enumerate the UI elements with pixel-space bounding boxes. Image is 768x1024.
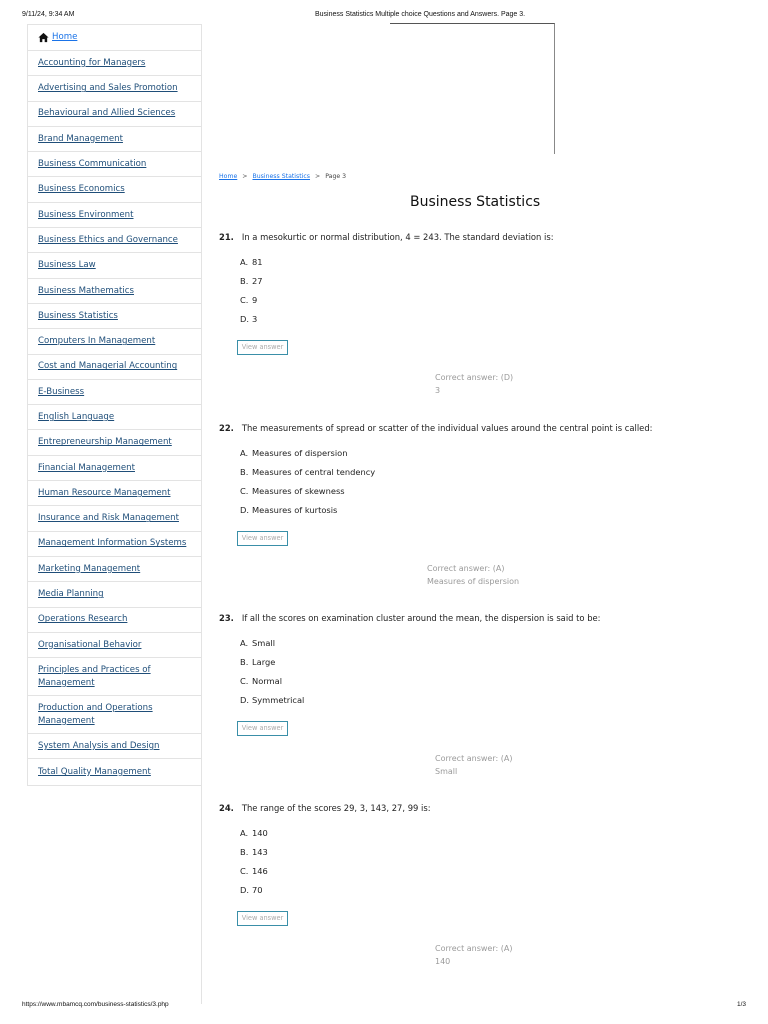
sidebar-item-label: Financial Management [38, 462, 135, 473]
option-d: D. Symmetrical [240, 695, 305, 705]
sidebar-item-label: Total Quality Management [38, 766, 151, 777]
option-list [240, 448, 759, 524]
sidebar-item[interactable] [28, 608, 201, 633]
sidebar-item-label: Computers In Management [38, 336, 156, 347]
sidebar-item[interactable] [28, 582, 201, 607]
sidebar-item-label: Brand Management [38, 133, 123, 144]
question-prompt: The measurements of spread or scatter of the individual values around the central point is called: [241, 423, 653, 433]
print-datetime: 9/11/24, 9:34 AM [22, 11, 75, 18]
sidebar-item[interactable] [28, 51, 201, 76]
question-number: 22. [219, 423, 234, 433]
question-prompt: If all the scores on examination cluster around the mean, the dispersion is said to be: [241, 613, 601, 623]
sidebar-item-label: Organisational Behavior [38, 639, 142, 650]
sidebar-item-label: Advertising and Sales Promotion [38, 83, 178, 94]
option-b: B. 27 [240, 276, 263, 286]
option-a: A. Measures of dispersion [240, 448, 348, 458]
option-c: C. 9 [240, 295, 258, 305]
sidebar-item[interactable] [28, 203, 201, 228]
question-22 [219, 423, 759, 593]
sidebar-item-label: Production and Operations Management [38, 703, 153, 726]
option-b: B. Large [240, 657, 276, 667]
question-number: 24. [219, 803, 234, 813]
breadcrumb-separator: > [315, 173, 321, 180]
option-c: C. Normal [240, 676, 283, 686]
sidebar-item[interactable] [28, 633, 201, 658]
sidebar-item-label: Management Information Systems [38, 538, 187, 549]
view-answer-button[interactable]: View answer [237, 340, 288, 355]
option-list [240, 638, 759, 714]
sidebar-item[interactable] [28, 253, 201, 278]
sidebar-item[interactable] [28, 696, 201, 734]
question-number: 21. [219, 232, 234, 242]
question-prompt: In a mesokurtic or normal distribution, 4 = 243. The standard deviation is: [241, 232, 554, 242]
print-header [22, 11, 746, 23]
sidebar-item[interactable] [28, 456, 201, 481]
sidebar-item-label: Entrepreneurship Management [38, 437, 172, 448]
option-list [240, 828, 759, 904]
question-text [219, 613, 759, 623]
question-prompt: The range of the scores 29, 3, 143, 27, 99 is: [241, 803, 431, 813]
question-21 [219, 232, 759, 402]
option-d: D. Measures of kurtosis [240, 505, 338, 515]
sidebar-item-label: Cost and Managerial Accounting [38, 361, 178, 372]
sidebar-item[interactable] [28, 506, 201, 531]
sidebar-item[interactable] [28, 127, 201, 152]
question-24 [219, 803, 759, 973]
option-b: B. Measures of central tendency [240, 467, 376, 477]
sidebar-item-label: Home [52, 32, 78, 43]
sidebar-item-label: Media Planning [38, 589, 104, 600]
sidebar-item-label: Business Ethics and Governance [38, 234, 178, 245]
breadcrumb-home-link[interactable]: Home [219, 173, 238, 180]
print-page-number: 1/3 [736, 1001, 746, 1008]
question-text [219, 803, 759, 813]
sidebar-item-label: Business Communication [38, 159, 147, 170]
sidebar-item[interactable] [28, 76, 201, 101]
sidebar-item-label: Business Statistics [38, 310, 118, 321]
sidebar-item-home[interactable] [28, 25, 201, 51]
print-url: https://www.mbamcq.com/business-statistics/3.php [22, 1001, 169, 1008]
sidebar-item-business-statistics[interactable] [28, 304, 201, 329]
view-answer-button[interactable]: View answer [237, 531, 288, 546]
breadcrumb-section-link[interactable]: Business Statistics [252, 173, 311, 180]
sidebar-item-label: English Language [38, 412, 115, 422]
sidebar-item-label: Accounting for Managers [38, 57, 146, 68]
sidebar-item[interactable] [28, 532, 201, 557]
option-a: A. 140 [240, 828, 268, 838]
sidebar-item-label: Human Resource Management [38, 487, 171, 498]
option-d: D. 70 [240, 885, 263, 895]
sidebar-item-label: Marketing Management [38, 563, 141, 574]
print-title: Business Statistics Multiple choice Questions and Answers. Page 3. [315, 11, 526, 18]
sidebar-item[interactable] [28, 405, 201, 430]
option-b: B. 143 [240, 847, 268, 857]
sidebar-item[interactable] [28, 355, 201, 380]
sidebar-item-label: Insurance and Risk Management [38, 513, 179, 524]
sidebar-item[interactable] [28, 152, 201, 177]
sidebar-item[interactable] [28, 177, 201, 202]
print-footer [22, 1001, 746, 1011]
correct-answer: Correct answer: (A) Small [435, 754, 513, 776]
sidebar-item[interactable] [28, 279, 201, 304]
option-list [240, 257, 759, 333]
option-c: C. Measures of skewness [240, 486, 345, 496]
sidebar-item[interactable] [28, 430, 201, 455]
option-a: A. 81 [240, 257, 263, 267]
sidebar-item[interactable] [28, 329, 201, 354]
sidebar-item-label: Principles and Practices of Management [38, 665, 151, 688]
question-text [219, 232, 759, 242]
breadcrumb [219, 173, 346, 180]
sidebar-item-label: Business Law [38, 260, 96, 271]
option-d: D. 3 [240, 314, 258, 324]
option-a: A. Small [240, 638, 276, 648]
sidebar-nav [27, 24, 202, 786]
sidebar-item[interactable] [28, 102, 201, 127]
sidebar-item[interactable] [28, 557, 201, 582]
sidebar-item[interactable] [28, 481, 201, 506]
sidebar-item-label: Business Environment [38, 209, 134, 220]
sidebar-item-label: Business Mathematics [38, 285, 135, 296]
ad-frame [390, 23, 555, 154]
breadcrumb-separator: > [242, 173, 248, 180]
sidebar-item[interactable] [28, 228, 201, 253]
content-divider [201, 776, 202, 1004]
sidebar-item-label: Business Economics [38, 184, 125, 195]
page-title: Business Statistics [410, 194, 541, 210]
sidebar-item[interactable] [28, 759, 201, 784]
view-answer-button[interactable]: View answer [237, 911, 288, 926]
sidebar-item[interactable] [28, 380, 201, 405]
breadcrumb-current: Page 3 [325, 173, 347, 180]
correct-answer: Correct answer: (A) 140 [435, 944, 513, 966]
sidebar-item-label: System Analysis and Design [38, 740, 160, 751]
sidebar-item-label: E-Business [38, 386, 85, 397]
view-answer-button[interactable]: View answer [237, 721, 288, 736]
correct-answer: Correct answer: (D) 3 [435, 373, 514, 395]
sidebar-item-label: Operations Research [38, 614, 128, 625]
home-icon [38, 32, 49, 43]
option-c: C. 146 [240, 866, 268, 876]
sidebar-item-label: Behavioural and Allied Sciences [38, 108, 176, 119]
sidebar-item[interactable] [28, 734, 201, 759]
correct-answer: Correct answer: (A) Measures of dispersion [427, 564, 520, 586]
sidebar-item[interactable] [28, 658, 201, 696]
question-23 [219, 613, 759, 783]
question-number: 23. [219, 613, 234, 623]
question-text [219, 423, 759, 433]
